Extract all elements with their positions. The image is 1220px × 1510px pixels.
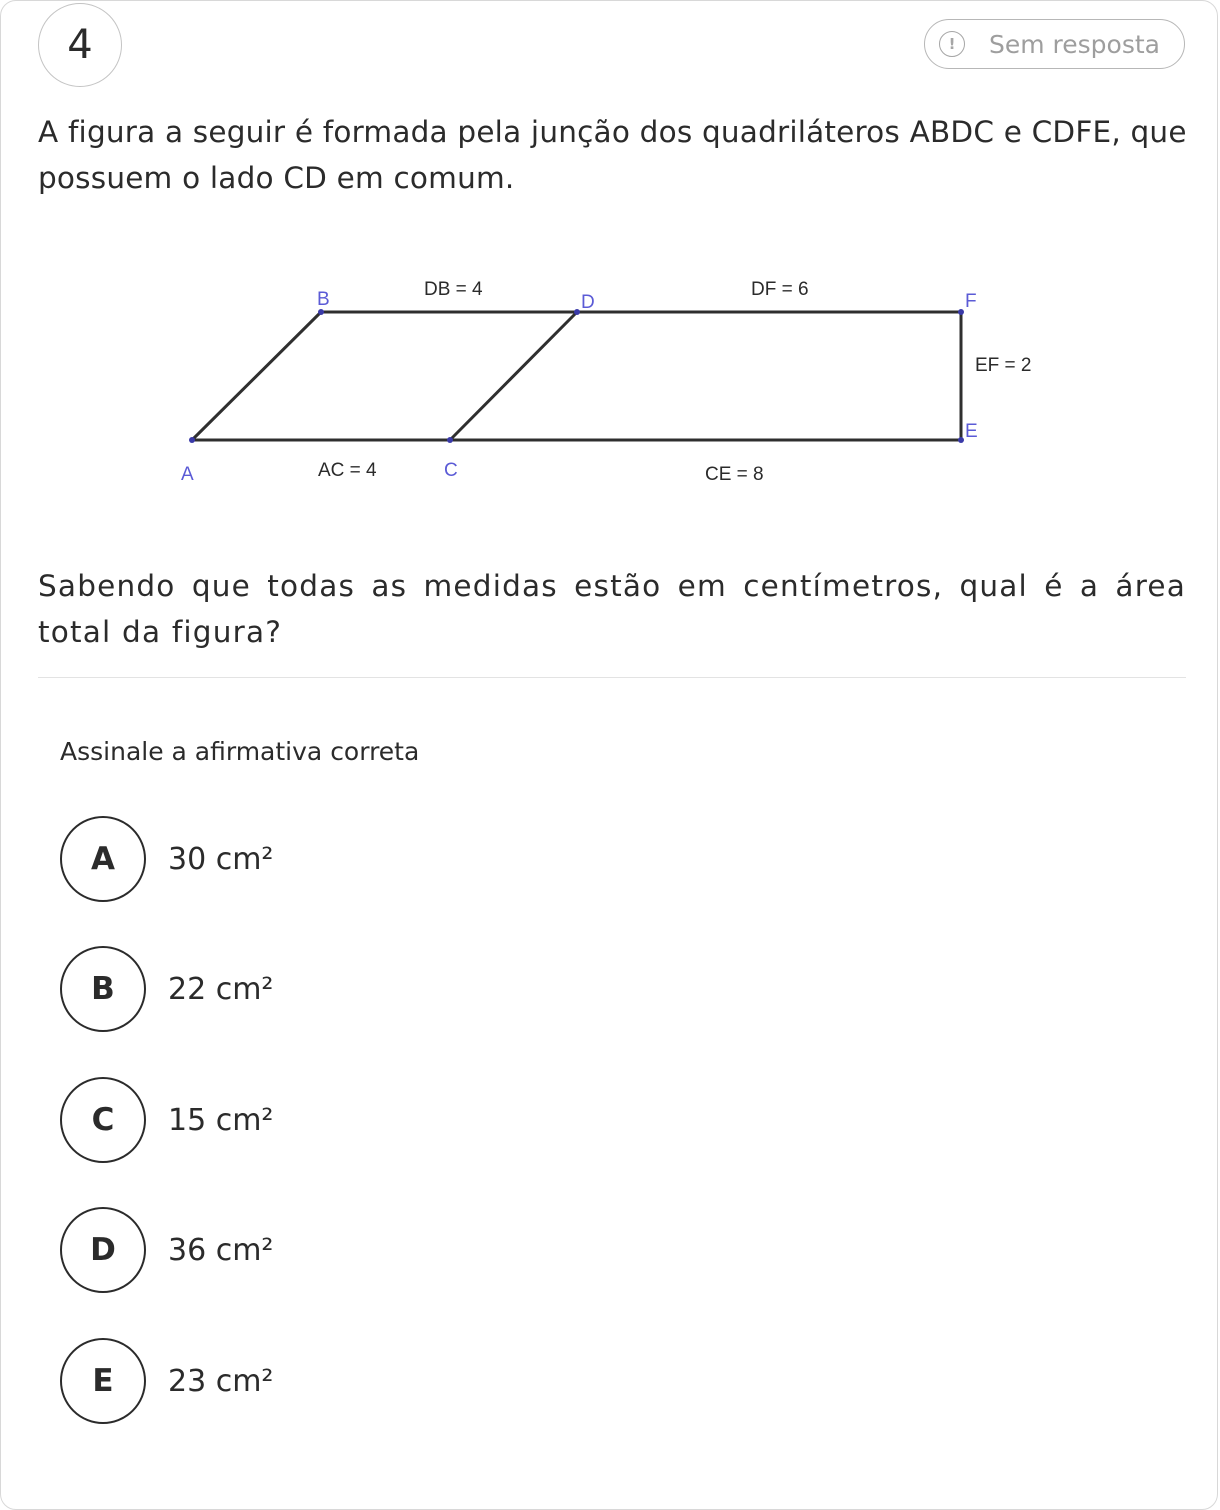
point-label-e: E bbox=[965, 421, 978, 442]
measure-ac: AC = 4 bbox=[318, 460, 377, 481]
point-label-f: F bbox=[965, 291, 977, 312]
option-c[interactable] bbox=[60, 1077, 273, 1163]
point-label-c: C bbox=[444, 460, 458, 481]
question-statement: A figura a seguir é formada pela junção dos quadriláteros ABDC e CDFE, que possuem o lado CD em comum. bbox=[38, 115, 1187, 195]
vertex-c bbox=[447, 437, 453, 443]
measure-ef: EF = 2 bbox=[975, 355, 1032, 376]
vertex-f bbox=[958, 309, 964, 315]
option-text: 22 cm² bbox=[168, 971, 274, 1007]
status-label: Sem resposta bbox=[989, 29, 1160, 59]
point-label-a: A bbox=[181, 464, 194, 485]
option-text: 36 cm² bbox=[168, 1232, 274, 1268]
answer-instruction: Assinale a afirmativa correta bbox=[60, 737, 420, 766]
option-letter: B bbox=[60, 946, 146, 1032]
measure-ce: CE = 8 bbox=[705, 464, 764, 485]
measure-db: DB = 4 bbox=[424, 279, 483, 300]
option-letter: A bbox=[60, 816, 146, 902]
option-b[interactable] bbox=[60, 946, 273, 1032]
segment-ab bbox=[192, 312, 321, 440]
option-text: 23 cm² bbox=[168, 1363, 274, 1399]
geometry-figure bbox=[171, 271, 1051, 491]
vertex-e bbox=[958, 437, 964, 443]
point-label-d: D bbox=[581, 292, 595, 313]
vertex-a bbox=[189, 437, 195, 443]
segment-cd bbox=[450, 312, 577, 440]
divider bbox=[38, 677, 1186, 678]
option-d[interactable] bbox=[60, 1207, 273, 1293]
vertex-d bbox=[574, 309, 580, 315]
option-text: 30 cm² bbox=[168, 841, 274, 877]
point-label-b: B bbox=[317, 289, 330, 310]
option-text: 15 cm² bbox=[168, 1102, 274, 1138]
option-e[interactable] bbox=[60, 1338, 273, 1424]
option-letter: E bbox=[60, 1338, 146, 1424]
alert-circle-icon: ! bbox=[939, 31, 965, 57]
question-number: 4 bbox=[38, 3, 122, 87]
option-letter: C bbox=[60, 1077, 146, 1163]
option-letter: D bbox=[60, 1207, 146, 1293]
measure-df: DF = 6 bbox=[751, 279, 809, 300]
question-prompt: Sabendo que todas as medidas estão em centímetros, qual é a área total da figura? bbox=[38, 569, 1186, 649]
status-badge bbox=[924, 19, 1185, 69]
option-a[interactable] bbox=[60, 816, 273, 902]
